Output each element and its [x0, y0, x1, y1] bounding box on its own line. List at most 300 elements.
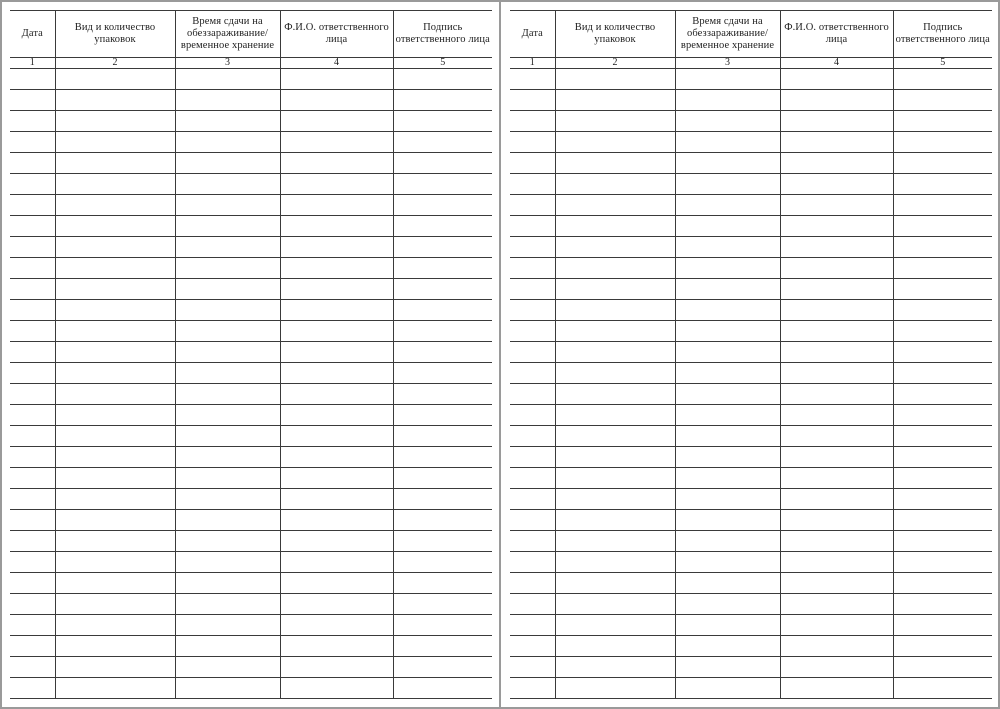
- log-row: [10, 531, 492, 552]
- log-cell: [10, 552, 55, 573]
- log-cell: [510, 279, 555, 300]
- log-cell: [55, 279, 175, 300]
- log-cell: [10, 594, 55, 615]
- log-cell: [393, 384, 492, 405]
- log-cell: [280, 489, 393, 510]
- log-cell: [280, 384, 393, 405]
- log-cell: [893, 153, 992, 174]
- log-row: [510, 678, 992, 699]
- log-cell: [555, 531, 675, 552]
- log-cell: [393, 174, 492, 195]
- log-cell: [10, 237, 55, 258]
- log-cell: [393, 153, 492, 174]
- log-cell: [780, 258, 893, 279]
- log-cell: [675, 510, 780, 531]
- log-cell: [55, 384, 175, 405]
- log-cell: [280, 195, 393, 216]
- log-row: [510, 615, 992, 636]
- log-cell: [893, 573, 992, 594]
- log-cell: [393, 447, 492, 468]
- log-row: [510, 405, 992, 426]
- log-cell: [893, 636, 992, 657]
- log-cell: [675, 300, 780, 321]
- log-cell: [175, 468, 280, 489]
- log-cell: [55, 132, 175, 153]
- log-cell: [555, 174, 675, 195]
- log-cell: [893, 489, 992, 510]
- log-cell: [280, 531, 393, 552]
- log-cell: [175, 237, 280, 258]
- log-cell: [10, 447, 55, 468]
- log-cell: [555, 447, 675, 468]
- log-cell: [555, 153, 675, 174]
- log-cell: [10, 426, 55, 447]
- log-cell: [675, 426, 780, 447]
- log-cell: [675, 321, 780, 342]
- log-row: [10, 384, 492, 405]
- column-number: 4: [280, 58, 393, 69]
- log-cell: [893, 342, 992, 363]
- log-cell: [175, 489, 280, 510]
- log-cell: [675, 363, 780, 384]
- log-cell: [10, 468, 55, 489]
- log-cell: [280, 90, 393, 111]
- log-cell: [780, 153, 893, 174]
- log-cell: [780, 342, 893, 363]
- log-cell: [280, 300, 393, 321]
- log-cell: [280, 363, 393, 384]
- log-cell: [10, 321, 55, 342]
- log-cell: [175, 447, 280, 468]
- log-cell: [280, 636, 393, 657]
- log-cell: [675, 132, 780, 153]
- log-cell: [510, 195, 555, 216]
- log-cell: [280, 279, 393, 300]
- log-cell: [10, 153, 55, 174]
- log-cell: [780, 321, 893, 342]
- log-cell: [893, 615, 992, 636]
- log-cell: [675, 153, 780, 174]
- log-cell: [55, 216, 175, 237]
- log-cell: [280, 111, 393, 132]
- log-cell: [510, 363, 555, 384]
- log-cell: [675, 531, 780, 552]
- log-cell: [175, 426, 280, 447]
- log-cell: [175, 636, 280, 657]
- log-cell: [393, 615, 492, 636]
- log-row: [510, 489, 992, 510]
- log-cell: [393, 657, 492, 678]
- log-cell: [893, 363, 992, 384]
- log-cell: [780, 384, 893, 405]
- log-cell: [780, 489, 893, 510]
- log-cell: [510, 132, 555, 153]
- log-cell: [780, 363, 893, 384]
- log-cell: [780, 531, 893, 552]
- log-cell: [780, 510, 893, 531]
- log-cell: [555, 405, 675, 426]
- log-cell: [55, 447, 175, 468]
- log-cell: [893, 468, 992, 489]
- log-cell: [893, 195, 992, 216]
- log-cell: [510, 405, 555, 426]
- log-cell: [10, 405, 55, 426]
- log-table: [510, 10, 992, 699]
- log-row: [510, 447, 992, 468]
- log-cell: [893, 132, 992, 153]
- log-cell: [780, 132, 893, 153]
- log-cell: [10, 90, 55, 111]
- log-cell: [175, 405, 280, 426]
- column-header-signature: Подпись ответственного лица: [393, 11, 492, 58]
- log-cell: [10, 111, 55, 132]
- log-cell: [893, 69, 992, 90]
- log-cell: [393, 468, 492, 489]
- log-cell: [10, 132, 55, 153]
- log-cell: [675, 342, 780, 363]
- log-row: [510, 573, 992, 594]
- log-cell: [893, 300, 992, 321]
- log-cell: [393, 216, 492, 237]
- log-row: [10, 426, 492, 447]
- log-cell: [393, 279, 492, 300]
- log-cell: [893, 279, 992, 300]
- log-cell: [780, 678, 893, 699]
- log-cell: [55, 552, 175, 573]
- log-cell: [780, 426, 893, 447]
- log-cell: [393, 363, 492, 384]
- log-cell: [175, 342, 280, 363]
- log-cell: [10, 384, 55, 405]
- log-cell: [780, 657, 893, 678]
- column-number: 3: [675, 58, 780, 69]
- log-cell: [280, 69, 393, 90]
- log-cell: [675, 678, 780, 699]
- log-row: [10, 447, 492, 468]
- log-cell: [555, 615, 675, 636]
- log-row: [10, 321, 492, 342]
- log-row: [10, 657, 492, 678]
- log-row: [10, 615, 492, 636]
- log-cell: [55, 405, 175, 426]
- log-table: [10, 10, 492, 699]
- column-number: 5: [893, 58, 992, 69]
- log-cell: [510, 69, 555, 90]
- log-cell: [510, 510, 555, 531]
- log-cell: [675, 237, 780, 258]
- log-cell: [555, 258, 675, 279]
- log-row: [10, 237, 492, 258]
- log-row: [10, 258, 492, 279]
- log-cell: [55, 300, 175, 321]
- log-cell: [893, 405, 992, 426]
- log-cell: [780, 237, 893, 258]
- log-cell: [555, 552, 675, 573]
- log-cell: [780, 573, 893, 594]
- log-cell: [675, 594, 780, 615]
- log-cell: [280, 216, 393, 237]
- log-cell: [55, 489, 175, 510]
- log-cell: [175, 174, 280, 195]
- log-row: [10, 300, 492, 321]
- log-row: [510, 552, 992, 573]
- log-cell: [675, 258, 780, 279]
- log-row: [10, 132, 492, 153]
- log-cell: [55, 510, 175, 531]
- log-row: [10, 405, 492, 426]
- log-cell: [510, 531, 555, 552]
- log-cell: [175, 69, 280, 90]
- log-cell: [280, 237, 393, 258]
- log-cell: [893, 657, 992, 678]
- log-cell: [893, 531, 992, 552]
- log-cell: [393, 195, 492, 216]
- log-cell: [280, 678, 393, 699]
- log-cell: [510, 678, 555, 699]
- log-cell: [393, 636, 492, 657]
- log-cell: [10, 279, 55, 300]
- log-cell: [10, 258, 55, 279]
- log-cell: [393, 594, 492, 615]
- log-cell: [280, 342, 393, 363]
- log-cell: [555, 300, 675, 321]
- log-cell: [510, 153, 555, 174]
- log-cell: [280, 321, 393, 342]
- log-cell: [393, 510, 492, 531]
- log-rows: [510, 69, 992, 699]
- log-cell: [675, 552, 780, 573]
- log-row: [10, 468, 492, 489]
- column-header-handover-time: Время сдачи на обеззараживание/ временное хранение: [675, 11, 780, 58]
- log-cell: [55, 342, 175, 363]
- log-cell: [55, 90, 175, 111]
- log-cell: [510, 594, 555, 615]
- log-cell: [510, 552, 555, 573]
- log-cell: [393, 90, 492, 111]
- log-cell: [55, 195, 175, 216]
- log-cell: [555, 678, 675, 699]
- log-cell: [280, 615, 393, 636]
- log-cell: [675, 615, 780, 636]
- log-row: [10, 573, 492, 594]
- log-row: [510, 363, 992, 384]
- log-cell: [675, 573, 780, 594]
- header-row: [10, 11, 492, 58]
- log-row: [10, 69, 492, 90]
- log-cell: [780, 447, 893, 468]
- log-cell: [510, 489, 555, 510]
- log-cell: [280, 447, 393, 468]
- log-cell: [280, 258, 393, 279]
- log-cell: [393, 552, 492, 573]
- column-number: 1: [10, 58, 55, 69]
- log-cell: [510, 111, 555, 132]
- column-header-date: Дата: [10, 11, 55, 58]
- log-cell: [10, 657, 55, 678]
- log-cell: [175, 594, 280, 615]
- log-row: [10, 342, 492, 363]
- log-cell: [780, 279, 893, 300]
- log-cell: [893, 216, 992, 237]
- log-cell: [675, 657, 780, 678]
- log-row: [10, 111, 492, 132]
- log-cell: [675, 468, 780, 489]
- log-cell: [393, 237, 492, 258]
- log-cell: [675, 90, 780, 111]
- column-number: 2: [55, 58, 175, 69]
- log-cell: [510, 384, 555, 405]
- log-cell: [555, 321, 675, 342]
- log-cell: [555, 342, 675, 363]
- log-cell: [393, 678, 492, 699]
- log-cell: [10, 636, 55, 657]
- log-cell: [780, 468, 893, 489]
- log-cell: [893, 237, 992, 258]
- header-row: [510, 11, 992, 58]
- log-row: [510, 195, 992, 216]
- log-cell: [55, 468, 175, 489]
- column-number: 2: [555, 58, 675, 69]
- log-row: [510, 258, 992, 279]
- log-cell: [510, 237, 555, 258]
- log-cell: [510, 90, 555, 111]
- log-cell: [893, 321, 992, 342]
- log-cell: [55, 237, 175, 258]
- log-cell: [555, 363, 675, 384]
- log-cell: [780, 174, 893, 195]
- log-cell: [175, 300, 280, 321]
- log-cell: [893, 258, 992, 279]
- log-cell: [55, 174, 175, 195]
- log-cell: [555, 384, 675, 405]
- log-cell: [393, 111, 492, 132]
- log-cell: [175, 384, 280, 405]
- log-cell: [555, 195, 675, 216]
- log-cell: [393, 531, 492, 552]
- log-cell: [175, 279, 280, 300]
- log-cell: [393, 132, 492, 153]
- log-cell: [555, 237, 675, 258]
- log-cell: [55, 153, 175, 174]
- log-cell: [175, 531, 280, 552]
- log-row: [10, 636, 492, 657]
- log-cell: [893, 384, 992, 405]
- log-cell: [510, 258, 555, 279]
- log-cell: [780, 69, 893, 90]
- log-cell: [555, 510, 675, 531]
- log-cell: [555, 69, 675, 90]
- log-cell: [675, 384, 780, 405]
- log-cell: [555, 489, 675, 510]
- log-cell: [175, 678, 280, 699]
- log-cell: [55, 426, 175, 447]
- log-cell: [393, 405, 492, 426]
- log-cell: [780, 111, 893, 132]
- log-cell: [555, 216, 675, 237]
- log-cell: [675, 279, 780, 300]
- log-cell: [893, 594, 992, 615]
- log-cell: [55, 636, 175, 657]
- log-cell: [175, 111, 280, 132]
- log-row: [10, 594, 492, 615]
- log-cell: [510, 174, 555, 195]
- log-cell: [280, 552, 393, 573]
- log-cell: [10, 342, 55, 363]
- log-cell: [780, 300, 893, 321]
- column-header-responsible-name: Ф.И.О. ответственного лица: [780, 11, 893, 58]
- log-cell: [175, 510, 280, 531]
- log-cell: [393, 258, 492, 279]
- log-cell: [55, 678, 175, 699]
- log-cell: [280, 132, 393, 153]
- log-cell: [10, 678, 55, 699]
- log-cell: [280, 426, 393, 447]
- log-cell: [10, 573, 55, 594]
- column-number: 4: [780, 58, 893, 69]
- log-cell: [780, 405, 893, 426]
- log-row: [10, 678, 492, 699]
- log-cell: [555, 90, 675, 111]
- log-cell: [55, 363, 175, 384]
- log-cell: [55, 111, 175, 132]
- log-cell: [280, 657, 393, 678]
- log-row: [10, 279, 492, 300]
- log-cell: [675, 195, 780, 216]
- log-cell: [55, 615, 175, 636]
- log-cell: [10, 216, 55, 237]
- log-row: [510, 636, 992, 657]
- log-row: [10, 153, 492, 174]
- log-row: [10, 90, 492, 111]
- log-cell: [510, 636, 555, 657]
- log-row: [10, 552, 492, 573]
- log-cell: [393, 300, 492, 321]
- column-header-handover-time: Время сдачи на обеззараживание/ временное хранение: [175, 11, 280, 58]
- log-row: [10, 216, 492, 237]
- log-cell: [510, 321, 555, 342]
- log-row: [510, 510, 992, 531]
- log-cell: [555, 111, 675, 132]
- log-cell: [175, 90, 280, 111]
- log-cell: [510, 216, 555, 237]
- log-cell: [510, 657, 555, 678]
- log-cell: [55, 258, 175, 279]
- log-cell: [780, 594, 893, 615]
- column-header-date: Дата: [510, 11, 555, 58]
- log-cell: [10, 615, 55, 636]
- log-cell: [510, 300, 555, 321]
- log-cell: [393, 342, 492, 363]
- log-row: [10, 510, 492, 531]
- log-cell: [10, 69, 55, 90]
- column-number: 3: [175, 58, 280, 69]
- log-cell: [393, 573, 492, 594]
- log-cell: [675, 216, 780, 237]
- log-cell: [893, 510, 992, 531]
- log-cell: [10, 363, 55, 384]
- log-row: [10, 174, 492, 195]
- column-number-row: [10, 58, 492, 69]
- column-number-row: [510, 58, 992, 69]
- log-cell: [893, 174, 992, 195]
- log-cell: [510, 447, 555, 468]
- log-row: [10, 489, 492, 510]
- log-row: [510, 69, 992, 90]
- column-header-signature: Подпись ответственного лица: [893, 11, 992, 58]
- log-cell: [780, 195, 893, 216]
- log-cell: [280, 405, 393, 426]
- log-cell: [675, 489, 780, 510]
